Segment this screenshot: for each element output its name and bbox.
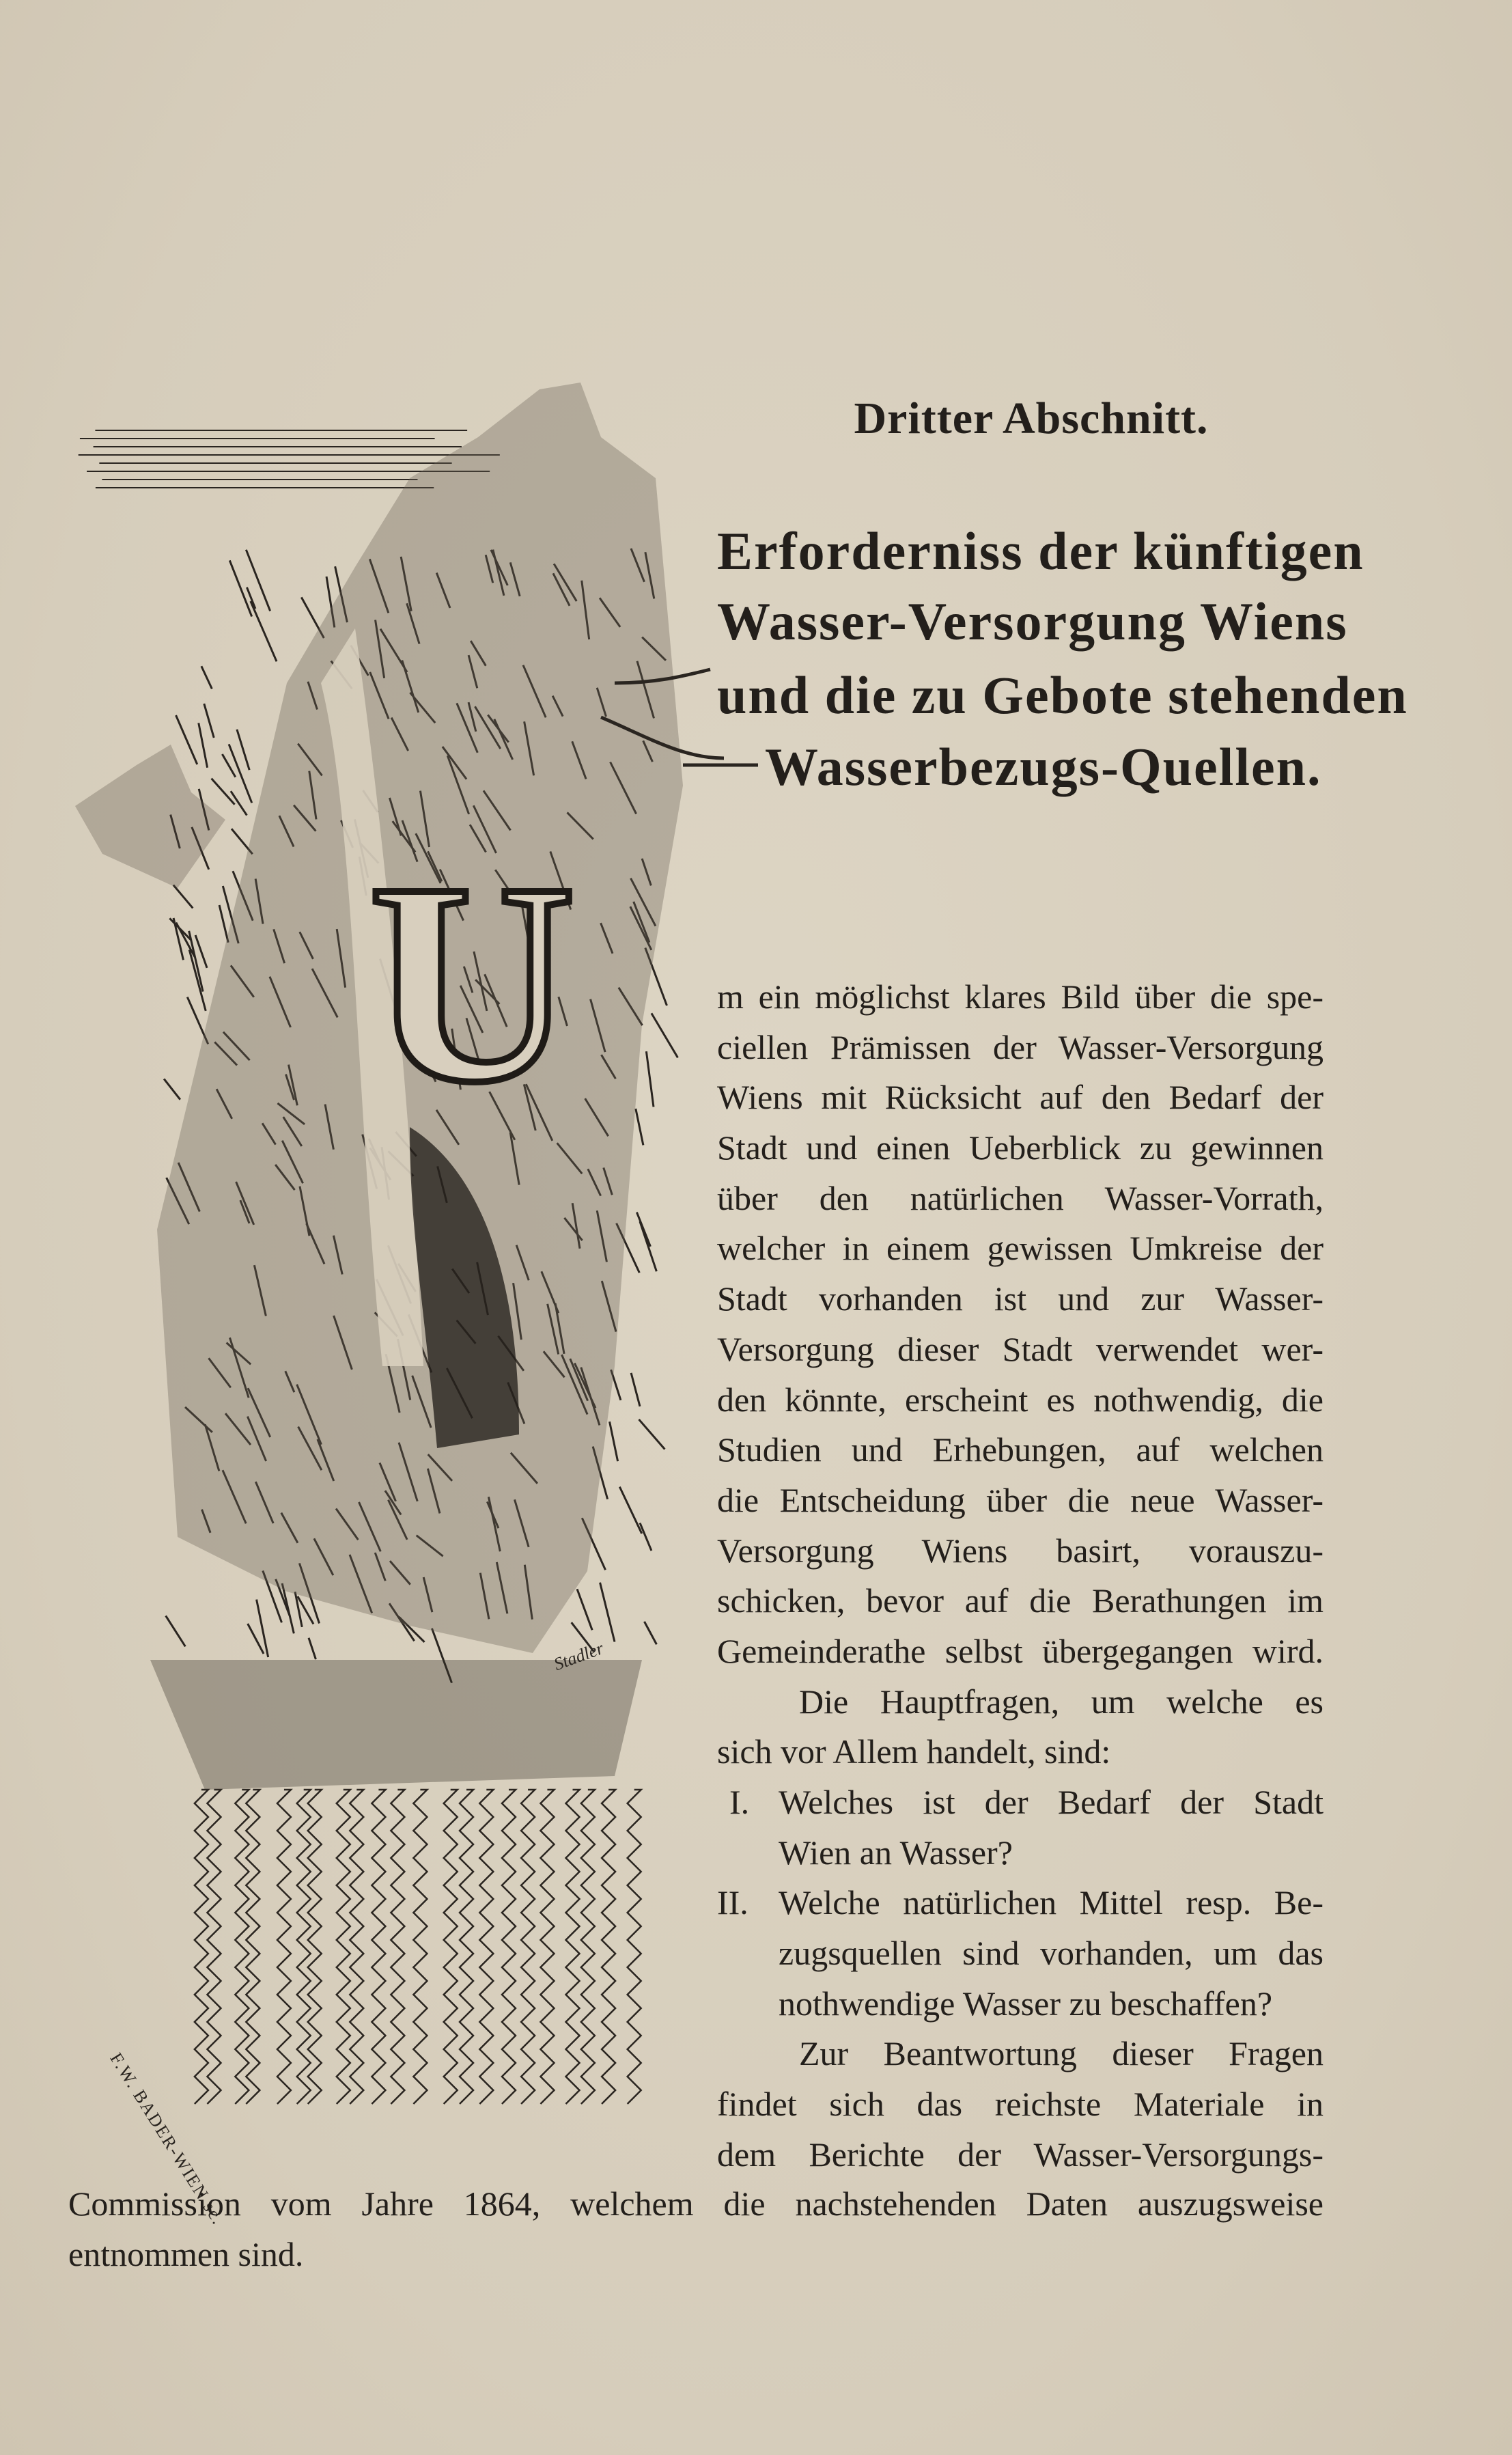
text-line: entnommen sind.: [68, 2234, 304, 2273]
text-line: Zur Beantwortung dieser Fragen: [799, 2034, 1324, 2073]
text-line: Versorgung Wiens basirt, vorauszu-: [717, 1531, 1324, 1570]
water-reflection-line: [581, 1790, 595, 2104]
rock-hatch-line: [204, 704, 214, 738]
water-reflection-line: [337, 1790, 350, 2104]
water-reflection-line: [308, 1790, 322, 2104]
text-line: ciellen Prämissen der Wasser-Versorgung: [717, 1027, 1324, 1066]
rock-hatch-line: [176, 715, 197, 764]
water-reflection-line: [413, 1790, 427, 2104]
text-line: welcher in einem gewissen Umkreise der: [717, 1229, 1324, 1268]
rock-hatch-line: [229, 560, 251, 616]
rock-hatch-line: [173, 885, 193, 909]
rock-hatch-line: [173, 918, 183, 960]
chapter-title-line: Wasser-Versorgung Wiens: [717, 592, 1348, 651]
water-reflection-line: [195, 1790, 208, 2104]
text-line: Die Hauptfragen, um welche es: [799, 1682, 1324, 1721]
rock-hatch-line: [251, 601, 277, 661]
question-text: Welche natürlichen Mittel resp. Be-: [779, 1883, 1324, 1922]
water-reflection-line: [521, 1790, 535, 2104]
distant-mountain: [75, 745, 225, 888]
rock-hatch-line: [610, 1421, 618, 1461]
water-reflection-line: [235, 1790, 249, 2104]
waterfall-illustration: [0, 0, 758, 2220]
water-reflection-line: [566, 1790, 580, 2104]
rock-hatch-line: [166, 1615, 186, 1646]
water-reflection-line: [628, 1790, 641, 2104]
water-reflection-line: [391, 1790, 404, 2104]
rock-hatch-line: [248, 1624, 264, 1654]
rock-hatch-line: [619, 1487, 641, 1534]
water-reflection-line: [444, 1790, 458, 2104]
text-line: Wien an Wasser?: [779, 1833, 1013, 1872]
rock-hatch-line: [219, 905, 228, 943]
rock-hatch-line: [309, 1638, 316, 1659]
water-reflection-line: [350, 1790, 363, 2104]
drop-cap: [369, 824, 576, 1141]
text-line: über den natürlichen Wasser-Vorrath,: [717, 1178, 1324, 1217]
rock-hatch-line: [640, 1523, 652, 1551]
question-text: Welches ist der Bedarf der Stadt: [779, 1783, 1324, 1821]
text-line: schicken, bevor auf die Berathungen im: [717, 1581, 1324, 1620]
engraver-signature: F.W. BADER-WIEN sc.: [106, 2049, 229, 2229]
text-line: Versorgung dieser Stadt verwendet wer-: [717, 1329, 1324, 1368]
text-line: die Entscheidung über die neue Wasser-: [717, 1480, 1324, 1519]
rock-hatch-line: [199, 723, 208, 767]
artist-signature: Stadler: [551, 1638, 606, 1675]
chapter-title-line: Erforderniss der künftigen: [717, 521, 1364, 581]
water-reflection-line: [246, 1790, 260, 2104]
rock-hatch-line: [189, 931, 203, 992]
question-item: [717, 1777, 1324, 1828]
text-line: Commission vom Jahre 1864, welchem die nachstehenden Daten auszugsweise: [68, 2184, 1324, 2223]
rock-hatch-line: [164, 1079, 180, 1099]
question-number: II.: [717, 1883, 748, 1922]
water-reflection-line: [479, 1790, 493, 2104]
rock-hatch-line: [169, 918, 191, 939]
body-text: [717, 972, 1324, 2180]
rock-hatch-line: [640, 1221, 656, 1271]
rock-hatch-line: [646, 1051, 654, 1107]
text-line: sich vor Allem handelt, sind:: [717, 1732, 1111, 1771]
rock-hatch-line: [577, 1589, 592, 1630]
rock-hatch-line: [237, 730, 249, 770]
text-line: Studien und Erhebungen, auf welchen: [717, 1430, 1324, 1469]
chapter-title-line: und die zu Gebote stehenden: [717, 665, 1408, 725]
rock-hatch-line: [201, 666, 212, 689]
question-number: I.: [729, 1783, 750, 1821]
text-line: Stadt und einen Ueberblick zu gewinnen: [717, 1128, 1324, 1167]
text-line: dem Berichte der Wasser-Versorgungs-: [717, 2135, 1324, 2174]
water-reflection-line: [372, 1790, 385, 2104]
full-width-text: [68, 2179, 1324, 2279]
rock-hatch-line: [652, 1013, 678, 1057]
water-reflection-line: [277, 1790, 291, 2104]
question-item: [717, 1878, 1324, 1928]
water-reflection-line: [207, 1790, 221, 2104]
text-line: m ein möglichst klares Bild über die spe-: [717, 977, 1324, 1016]
water-reflection-line: [602, 1790, 615, 2104]
text-line: findet sich das reichste Materiale in: [717, 2085, 1324, 2124]
rock-hatch-line: [631, 1373, 640, 1406]
water-reflection-line: [540, 1790, 554, 2104]
text-line: nothwendige Wasser zu beschaffen?: [779, 1984, 1273, 2023]
rock-hatch-line: [600, 1583, 615, 1642]
chapter-title-line: Wasserbezugs-Quellen.: [765, 737, 1322, 796]
rock-hatch-line: [636, 1109, 643, 1145]
section-heading: Dritter Abschnitt.: [854, 393, 1209, 443]
drop-cap-letter: U: [369, 824, 576, 1141]
rock-hatch-line: [644, 1622, 656, 1644]
water-reflection-line: [502, 1790, 516, 2104]
rock-hatch-line: [257, 1600, 268, 1657]
text-line: Stadt vorhanden ist und zur Wasser-: [717, 1279, 1324, 1318]
text-line: den könnte, erscheint es nothwendig, die: [717, 1380, 1324, 1419]
water-reflection-line: [297, 1790, 311, 2104]
water-surface: [150, 1660, 642, 1790]
text-line: Gemeinderathe selbst übergegangen wird.: [717, 1631, 1324, 1670]
text-line: zugsquellen sind vorhanden, um das: [779, 1934, 1324, 1973]
text-line: Wiens mit Rücksicht auf den Bedarf der: [717, 1078, 1324, 1117]
water-reflection-line: [460, 1790, 473, 2104]
rock-hatch-line: [639, 1419, 665, 1450]
